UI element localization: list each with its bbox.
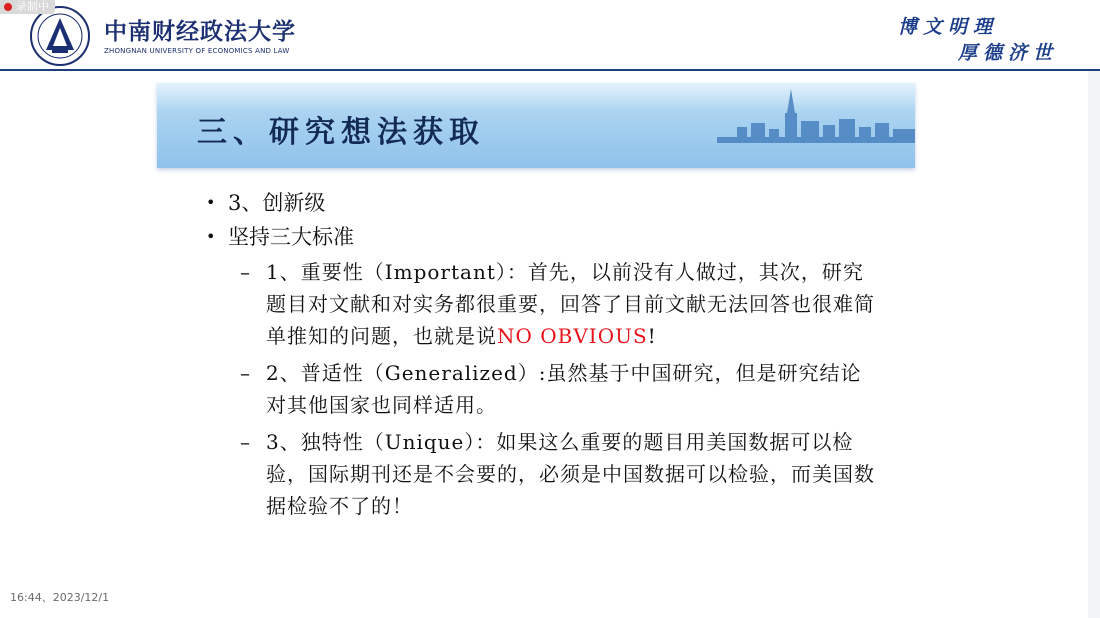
record-dot-icon xyxy=(4,3,12,11)
sub-item-body: 3、独特性（Unique）：如果这么重要的题目用美国数据可以检验，国际期刊还是不会要的，必须是中国数据可以检验，而美国数据检验不了的！ xyxy=(266,430,875,518)
bullet-icon: • xyxy=(206,227,216,246)
bullet-icon: • xyxy=(206,193,216,212)
motto-line-2: 厚德济世 xyxy=(958,42,1059,64)
sub-item-generalized xyxy=(240,357,880,421)
dash-icon: – xyxy=(240,361,251,385)
bullet-item xyxy=(200,186,880,220)
sub-item-body: 1、重要性（Important）：首先，以前没有人做过，其次，研究题目对文献和对实务都很重要，回答了目前文献无法回答也很难简单推知的问题，也就是说 xyxy=(266,260,875,348)
slide-header xyxy=(0,0,1100,70)
highlight-text: NO OBVIOUS xyxy=(497,324,648,348)
bullet-text: 坚持三大标准 xyxy=(228,225,354,249)
sub-item-tail: ! xyxy=(647,324,657,348)
city-skyline-icon xyxy=(717,83,915,168)
motto-line-1: 博文明理 xyxy=(898,16,999,38)
dash-icon: – xyxy=(240,260,251,284)
right-frame-border xyxy=(1088,71,1100,618)
sub-item-important xyxy=(240,256,880,352)
capture-timestamp: 16:44、2023/12/1 xyxy=(10,591,110,604)
university-name-en: ZHONGNAN UNIVERSITY OF ECONOMICS AND LAW xyxy=(104,47,290,55)
bullet-text: 3、创新级 xyxy=(228,191,326,215)
sub-item-body: 2、普适性（Generalized）:虽然基于中国研究，但是研究结论对其他国家也同样适用。 xyxy=(266,361,862,417)
recording-indicator[interactable] xyxy=(0,0,55,14)
slide-title: 三、研究想法获取 xyxy=(197,115,485,150)
university-name-cn: 中南财经政法大学 xyxy=(104,18,296,45)
recording-label: 录制中 xyxy=(16,0,49,13)
bullet-item xyxy=(200,220,880,254)
dash-icon: – xyxy=(240,430,251,454)
sub-item-text xyxy=(266,256,880,352)
title-banner xyxy=(157,83,915,168)
header-divider xyxy=(0,69,1100,71)
slide-content xyxy=(200,186,880,522)
university-logo xyxy=(30,6,90,66)
sub-item-unique xyxy=(240,426,880,522)
